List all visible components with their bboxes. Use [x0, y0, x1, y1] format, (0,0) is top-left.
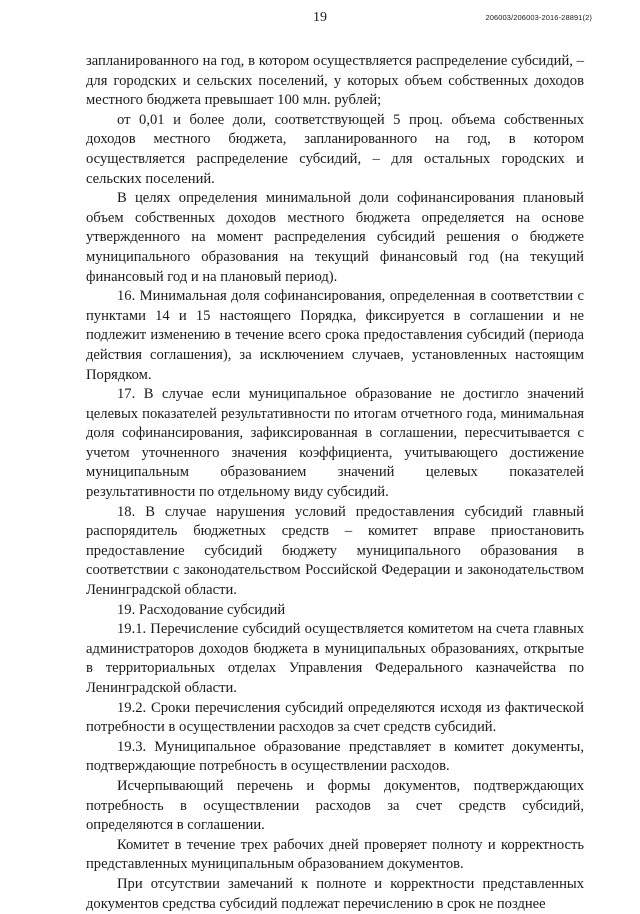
section-heading-19: 19. Расходование субсидий — [117, 601, 286, 618]
paragraph: Исчерпывающий перечень и формы документов, подтверждающих потребность в осуществлении расходов за счет средств субсидий, определяются в соглашении. — [86, 777, 584, 834]
paragraph: В целях определения минимальной доли софинансирования плановый объем собственных доходов местного бюджета определяется на основе утвержденного на момент распределения субсидий решения о бюджете муниципального образования на текущий финансовый год (на текущий финансовый год и на плановый период). — [86, 190, 584, 285]
paragraph: Комитет в течение трех рабочих дней проверяет полноту и корректность представленных муниципальным образованием документов. — [86, 836, 584, 873]
paragraph-item-17: 17. В случае если муниципальное образование не достигло значений целевых показателей результативности по итогам отчетного года, минимальная доля софинансирования, зафиксированная в соглашении, пересчитывается с учетом уточненного значения коэффициента, учитывающего достижение муниципальным образованием значений целевых показателей результативности по отдельному виду субсидий. — [86, 386, 584, 501]
paragraph: При отсутствии замечаний к полноте и корректности представленных документов средства субсидий подлежат перечислению в срок не позднее — [86, 875, 584, 912]
document-body — [86, 52, 584, 914]
paragraph-item-19-2: 19.2. Сроки перечисления субсидий определяются исходя из фактической потребности в осуществлении расходов за счет средств субсидий. — [86, 699, 584, 736]
document-id: 206003/206003-2016-28891(2) — [485, 13, 592, 22]
page-number: 19 — [313, 10, 327, 25]
paragraph-item-19-3: 19.3. Муниципальное образование представляет в комитет документы, подтверждающие потребность в осуществлении расходов. — [86, 738, 584, 775]
paragraph-continuation: запланированного на год, в котором осуществляется распределение субсидий, – для городских и сельских поселений, у которых объем собственных доходов местного бюджета превышает 100 млн. рублей; — [86, 53, 584, 109]
paragraph-item-16: 16. Минимальная доля софинансирования, определенная в соответствии с пунктами 14 и 15 настоящего Порядка, фиксируется в соглашении и не подлежит изменению в течение всего срока предоставления субсидий (периода действия соглашения), за исключением случаев, установленных настоящим Порядком. — [86, 288, 584, 383]
paragraph-item-18: 18. В случае нарушения условий предоставления субсидий главный распорядитель бюджетных средств – комитет вправе приостановить предоставление субсидий бюджету муниципального образования в соответствии с законодательством Российской Федерации и законодательством Ленинградской области. — [86, 503, 584, 599]
paragraph-item-19-1: 19.1. Перечисление субсидий осуществляется комитетом на счета главных администраторов доходов бюджета в муниципальных образованиях, открытые в территориальных отделах Управления Федерального казначейства по Ленинградской области. — [86, 621, 584, 696]
paragraph: от 0,01 и более доли, соответствующей 5 проц. объема собственных доходов местного бюджета, запланированного на год, в котором осуществляется распределение субсидий, – для остальных городских и сельских поселений. — [86, 111, 584, 187]
